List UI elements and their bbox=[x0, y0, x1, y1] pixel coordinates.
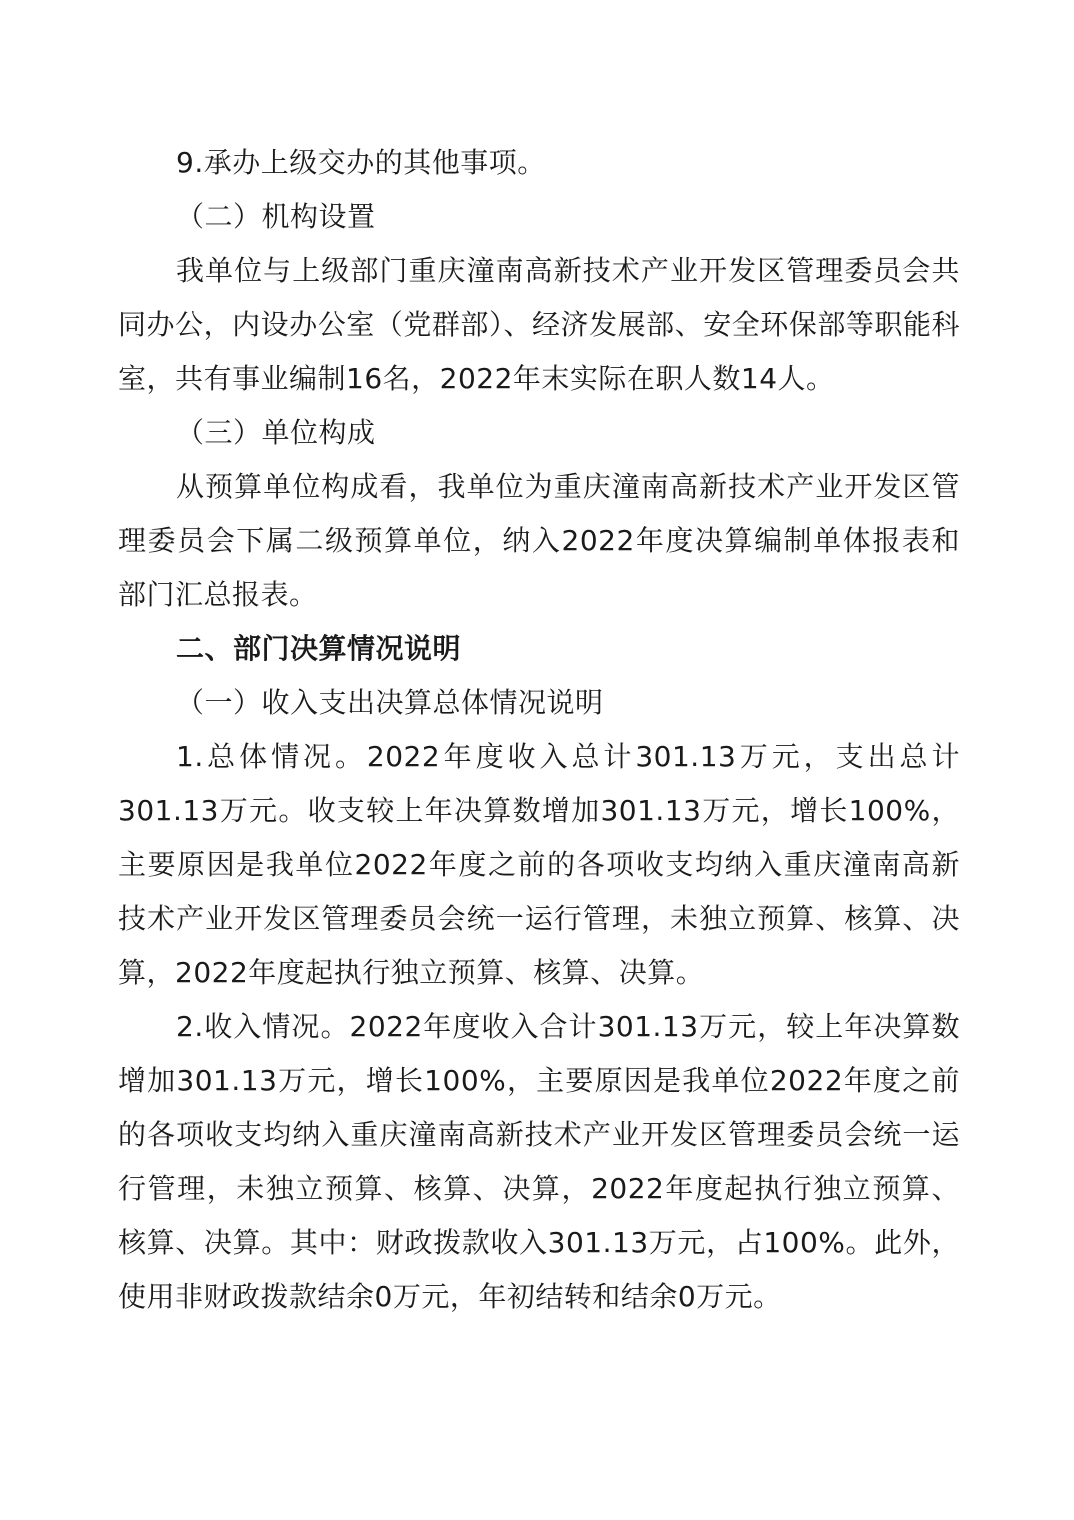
section-heading-unit-composition: （三）单位构成 bbox=[176, 416, 376, 449]
chapter-heading-final-accounts: 二、部门决算情况说明 bbox=[176, 632, 462, 665]
org-setup-paragraph: 我单位与上级部门重庆潼南高新技术产业开发区管理委员会共同办公，内设办公室（党群部）、经济发展部、安全环保部等职能科室，共有事业编制16名，2022年末实际在职人数14人。 bbox=[118, 254, 960, 395]
document-body bbox=[118, 136, 960, 1324]
unit-composition-paragraph: 从预算单位构成看，我单位为重庆潼南高新技术产业开发区管理委员会下属二级预算单位，纳入2022年度决算编制单体报表和部门汇总报表。 bbox=[118, 470, 960, 611]
income-situation-paragraph: 2.收入情况。2022年度收入合计301.13万元，较上年决算数增加301.13万元，增长100%，主要原因是我单位2022年度之前的各项收支均纳入重庆潼南高新技术产业开发区管理委员会统一运行管理，未独立预算、核算、决算，2022年度起执行独立预算、核算、决算。其中：财政拨款收入301.13万元，占100%。此外，使用非财政拨款结余0万元，年初结转和结余0万元。 bbox=[118, 1010, 960, 1313]
duty-item-9: 9.承办上级交办的其他事项。 bbox=[176, 146, 546, 179]
overall-situation-paragraph: 1.总体情况。2022年度收入总计301.13万元，支出总计301.13万元。收支较上年决算数增加301.13万元，增长100%，主要原因是我单位2022年度之前的各项收支均纳入重庆潼南高新技术产业开发区管理委员会统一运行管理，未独立预算、核算、决算，2022年度起执行独立预算、核算、决算。 bbox=[118, 740, 960, 989]
section-heading-income-expense-overview: （一）收入支出决算总体情况说明 bbox=[176, 686, 604, 719]
section-heading-org-setup: （二）机构设置 bbox=[176, 200, 376, 233]
